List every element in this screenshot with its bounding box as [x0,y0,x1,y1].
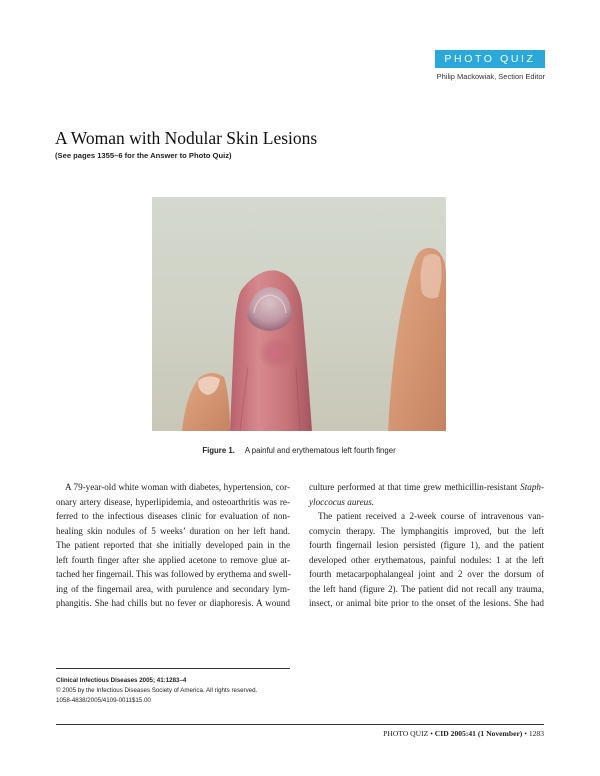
footnote-issn: 1058-4838/2005/4109-0011$15.00 [56,697,151,704]
text-line: fourth fingernail lesion persisted (figure 1), and the patient [309,540,544,551]
text-line: the left hand (figure 2). The patient did not recall any trauma, [309,583,544,594]
section-badge: PHOTO QUIZ [435,50,545,68]
text-line: insect, or animal bite prior to the onset of the lesions. She had [309,598,544,609]
text-line: onary artery disease, hyperlipidemia, and osteoarthritis was re- [56,496,290,507]
footer-divider [56,724,544,725]
figure-caption [152,446,446,455]
footnote-divider [56,668,290,669]
text-line: fourth metacarpophalangeal joint and 2 over the dorsum of [309,569,544,580]
text-line: The patient received a 2-week course of intravenous van- [318,511,544,522]
figure-1-photo [152,197,446,431]
text-line: culture performed at that time grew methicillin-resistant Staph- [309,482,544,492]
footnote-citation: Clinical Infectious Diseases 2005; 41:1283–4 [56,677,187,684]
figure-label: Figure 1. [202,446,235,455]
lesion-nodule [258,337,294,369]
article-subtitle: (See pages 1355–6 for the Answer to Photo Quiz) [55,151,232,160]
text-line: healing skin nodules of 5 weeks’ duration on her left hand. [56,525,290,536]
footnote-copyright: © 2005 by the Infectious Diseases Society of America. All rights reserved. [56,687,258,694]
running-footer: PHOTO QUIZ • CID 2005:41 (1 November) • 1283 [383,729,544,738]
text-line: The patient reported that she initially developed pain in the [56,540,290,551]
footer-page: 1283 [528,729,544,738]
figure-caption-text: A painful and erythematous left fourth finger [244,446,396,455]
text-line: A 79-year-old white woman with diabetes, hypertension, cor- [65,482,290,492]
footer-section: PHOTO QUIZ [383,729,429,738]
footer-journal: CID [434,729,449,738]
section-editor: Philip Mackowiak, Section Editor [436,72,545,81]
footer-issue: 2005:41 (1 November) [450,729,523,738]
text-line: comycin therapy. The lymphangitis improved, but the left [309,525,544,536]
text-line: phangitis. She had chills but no fever or diaphoresis. A wound [56,598,290,609]
article-title: A Woman with Nodular Skin Lesions [55,128,318,148]
text-line: left fourth finger after she applied acetone to remove glue at- [56,554,290,565]
text-line: developed other erythematous, painful nodules: 1 at the left [309,554,544,565]
text-line: yloccocus aureus. [309,496,375,507]
body-left-column [56,480,290,611]
right-fingernail [420,254,441,298]
text-line: ing of the fingernail area, with purulence and secondary lym- [56,583,290,594]
body-right-column [309,480,544,611]
text-line: ferred to the infectious diseases clinic for evaluation of non- [56,511,290,522]
text-line: tached her fingernail. This was followed by erythema and swell- [56,569,291,580]
